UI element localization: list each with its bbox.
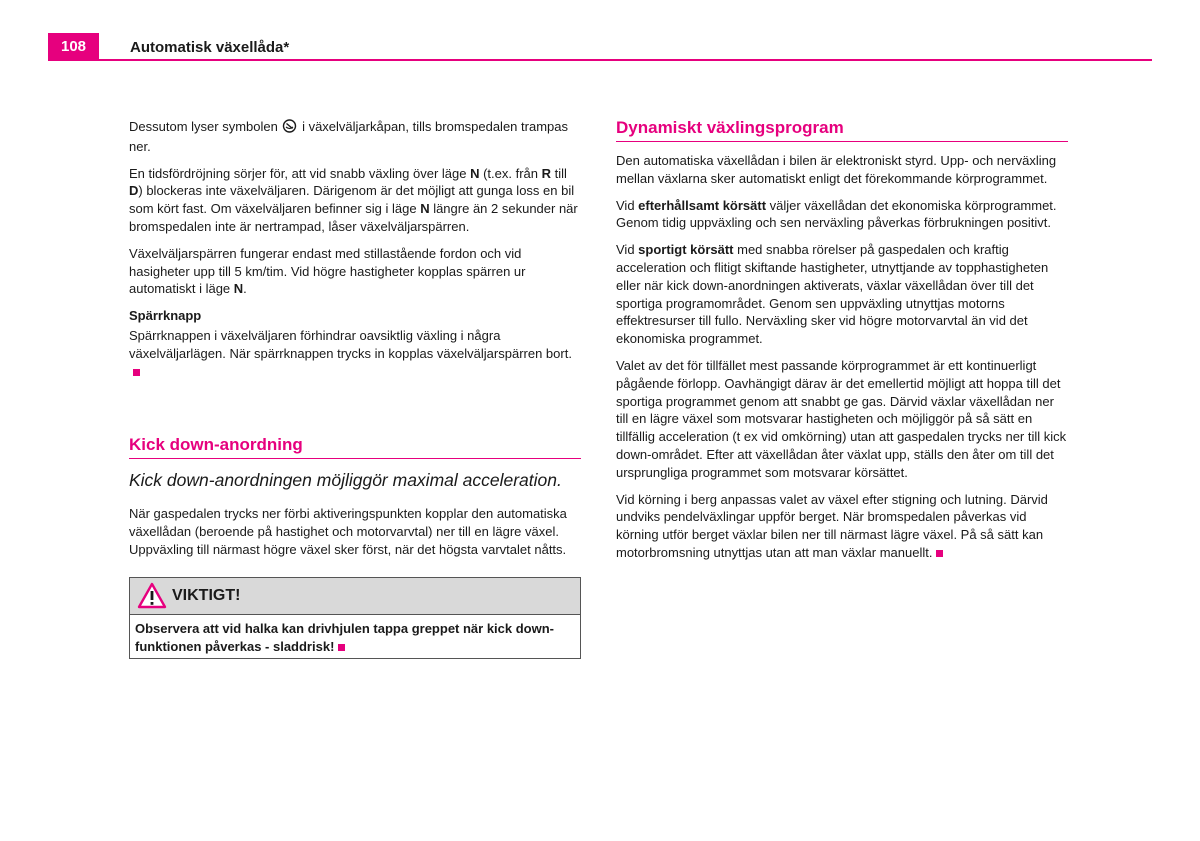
warning-body <box>130 615 580 659</box>
text: ) blockeras inte växelväljaren. Därigenom är det möjligt att gunga loss en bil som kört fast. Om växelväljaren befinner sig i läge <box>129 183 575 217</box>
warning-header <box>130 578 580 615</box>
text: Dessutom lyser symbolen <box>129 119 278 134</box>
subheading-sparrknapp: Spärrknapp <box>129 308 202 324</box>
page-number: 108 <box>48 33 99 61</box>
kick-down-lead: Kick down-anordningen möjliggör maximal acceleration. <box>129 470 562 491</box>
text: Observera att vid halka kan drivhjulen tappa greppet när kick down-funktionen påverkas - sladdrisk! <box>135 620 555 654</box>
end-of-section-marker <box>936 550 943 557</box>
chapter-title: Automatisk växellåda* <box>130 39 290 56</box>
paragraph-continuous: Valet av det för tillfället mest passande körprogrammet är ett kontinuerligt pågående förlopp. Oavhängigt därav är det emellertid möjligt att hoppa till det sportiga programmet genom att snabbt ge gas. Därvid växlar växellådan ner till en lägre växel som motsvarar hastigheten och möjliggör på så sätt en tillfällig acceleration (t ex vid omkörning) utan att gaspedalen trycks ner till kick down-området. Efter att växellådan åter växlat upp, ställs den åter om till det ursprungliga programmet som motsvarar körsättet. <box>616 357 1067 480</box>
warning-triangle-icon <box>137 582 167 614</box>
gear-position: N <box>420 201 430 217</box>
text: (t.ex. från <box>479 165 542 181</box>
header-rule <box>48 59 1152 61</box>
gear-position: N <box>233 281 244 297</box>
text: . <box>243 281 247 297</box>
page-header <box>48 33 1152 61</box>
paragraph-economic <box>616 197 1068 233</box>
emphasis: sportigt körsätt <box>638 242 734 258</box>
text: En tidsfördröjning sörjer för, att vid snabb växling över läge <box>129 165 471 181</box>
text: Vid <box>616 197 639 213</box>
paragraph-sparrknapp <box>129 327 581 380</box>
section-title-dynamic-program: Dynamiskt växlingsprogram <box>616 118 1068 142</box>
end-of-section-marker <box>338 644 345 651</box>
paragraph-kick-down: När gaspedalen trycks ner förbi aktiveringspunkten kopplar den automatiska växellådan (beroende på hastighet och motorvarvtal) ner till en lägre växel. Uppväxling till närmast högre växel sker först, när det högsta varvtalet nåtts. <box>129 506 567 557</box>
text: till <box>551 165 567 181</box>
gear-position: D <box>129 183 139 199</box>
text: längre än 2 sekunder när bromspedalen inte är nertrampad, låser växelväljarspärren. <box>129 201 578 234</box>
gear-position: N <box>470 165 480 181</box>
text: i växelväljarkåpan, tills bromspedalen trampas ner. <box>129 119 568 154</box>
paragraph-hills <box>616 491 1068 562</box>
warning-title: VIKTIGT! <box>172 586 241 604</box>
warning-box <box>129 577 581 660</box>
text: väljer växellådan det ekonomiska körprogrammet. Genom tidig uppväxling och sen nerväxling påverkas förbrukningen positivt. <box>616 197 1057 231</box>
paragraph-sporty <box>616 241 1068 348</box>
spacer <box>129 389 581 435</box>
paragraph-delay <box>129 165 581 236</box>
gear-position: R <box>541 165 551 181</box>
paragraph-symbol <box>129 118 581 156</box>
brake-pedal-symbol-icon <box>282 119 297 138</box>
text: Vid körning i berg anpassas valet av växel efter stigning och lutning. Därvid undviks pendelväxlingar uppför berget. När bromspedalen påverkas vid körning utför berget växlar bilen ner till närmast lägre växel. På så sätt kan motorbromsning utnyttjas utan att man växlar manuellt. <box>616 491 1048 560</box>
text: Växelväljarspärren fungerar endast med stillastående fordon och vid hasigheter upp till 5 km/tim. Vid högre hastigheter kopplas spärren ur automatiskt i läge <box>129 245 526 297</box>
text: Spärrknappen i växelväljaren förhindrar oavsiktlig växling i några växelväljarlägen. När spärrknappen trycks in kopplas växelväljarspärren bort. <box>129 327 572 361</box>
text: Vid <box>616 242 639 258</box>
paragraph-lock <box>129 245 581 298</box>
paragraph-intro: Den automatiska växellådan i bilen är elektroniskt styrd. Upp- och nerväxling mellan växlarna sker automatiskt enligt det förekommande körprogrammet. <box>616 153 1057 186</box>
left-column <box>129 118 581 659</box>
section-title-kick-down: Kick down-anordning <box>129 435 581 459</box>
emphasis: efterhållsamt körsätt <box>638 197 767 213</box>
end-of-section-marker <box>133 369 140 376</box>
right-column <box>616 118 1068 571</box>
text: med snabba rörelser på gaspedalen och kraftig acceleration och flitigt skiftande hastigheter, utnyttjande av topphastigheten eller när kick down-anordningen aktiverats, växlar växellådan över till det sportiga programområdet. Genom sen uppväxling utnyttjas motorns effektresurser till fullo. Nerväxling sker vid högre motorvarvtal än vid det ekonomiska programmet. <box>616 242 1049 347</box>
